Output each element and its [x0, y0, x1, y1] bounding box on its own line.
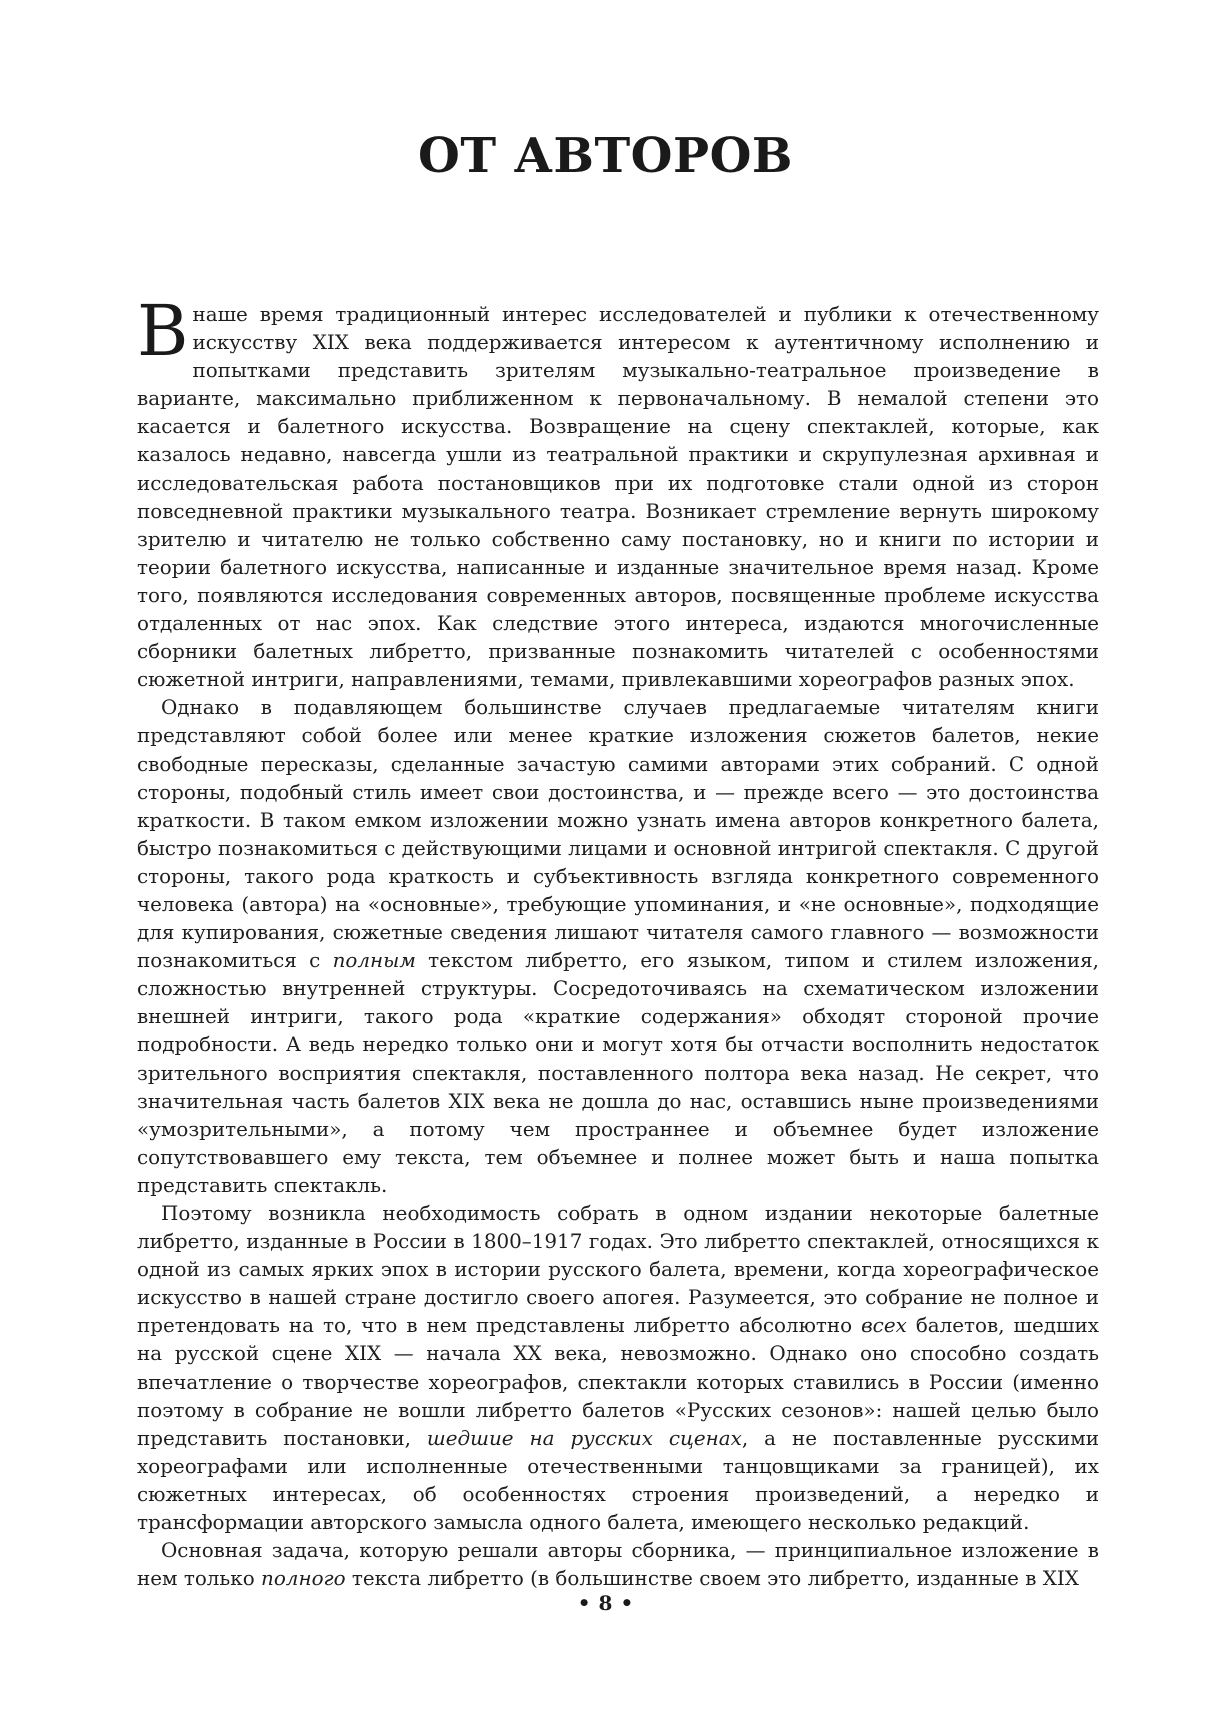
body-text — [137, 290, 1100, 1593]
drop-cap: В — [137, 290, 189, 372]
emphasis: всех — [861, 1314, 907, 1338]
paragraph-text: текста либретто (в большинстве своем это либретто, изданные в XIX — [351, 1567, 1079, 1591]
paragraph — [137, 290, 1099, 694]
paragraph-text: Однако в подавляющем большинстве случаев предлагаемые читателям книги представляют собой более или менее краткие изложения сюжетов балетов, некие свободные пересказы, сделанные зачастую самими авторами этих собраний. С одной стороны, подобный стиль имеет свои достоинства, и — прежде всего — это достоинства краткости. В таком емком изложении можно узнать имена авторов конкретного балета, быстро познакомиться с действующими лицами и основной интригой спектакля. С другой стороны, такого рода краткость и субъективность взгляда конкретного современного человека (автора) на «основные», требующие упоминания, и «не основные», подходящие для купирования, сюжетные сведения лишают читателя самого главного — возможности познакомиться с — [137, 696, 1099, 973]
paragraph — [137, 1537, 1099, 1593]
page-number — [0, 1591, 1211, 1615]
emphasis: шедшие на русских сценах — [426, 1426, 742, 1450]
paragraph — [137, 694, 1099, 1200]
paragraph-text: Основная задача, которую решали авторы сборника, — принципиальное изложение в нем только — [137, 1539, 1099, 1591]
emphasis: полным — [332, 949, 416, 973]
paragraph-text: балетов, шедших на русской сцене XIX — начала XX века, невозможно. Однако оно способно создать впечатление о творчестве хореографов, спектакли которых ставились в России (именно поэтому в собрание не вошли либретто балетов «Русских сезонов»: нашей целью было представить постановки, — [137, 1314, 1100, 1450]
paragraph — [137, 1200, 1099, 1537]
folio-number: 8 — [598, 1591, 613, 1615]
paragraph-text: текстом либретто, его языком, типом и стилем изложения, сложностью внутренней структуры. Сосредоточиваясь на схематическом изложении внешней интриги, такого рода «краткие содержания» обходят стороной прочие подробности. А ведь нередко только они и могут хотя бы отчасти восполнить недостаток зрительного восприятия спектакля, поставленного полтора века назад. Не секрет, что значительная часть балетов XIX века не дошла до нас, оставшись ныне произведениями «умозрительными», а потому чем пространнее и объемнее будет изложение сопутствовавшего ему текста, тем объемнее и полнее может быть и наша попытка представить спектакль. — [137, 949, 1099, 1197]
paragraph-text: наше время традиционный интерес исследователей и публики к отечественному искусству XIX века поддерживается интересом к аутентичному исполнению и попытками представить зрителям музыкально-театральное произведение в варианте, максимально приближенном к первоначальному. В немалой степени это касается и балетного искусства. Возвращение на сцену спектаклей, которые, как казалось недавно, навсегда ушли из театральной практики и скрупулезная архивная и исследовательская работа постановщиков при их подготовке стали одной из сторон повседневной практики музыкального театра. Возникает стремление вернуть широкому зрителю и читателю не только собственно саму постановку, но и книги по истории и теории балетного искусства, написанные и изданные значительное время назад. Кроме того, появляются исследования современных авторов, посвященные проблеме искусства отдаленных от нас эпох. Как следствие этого интереса, издаются многочисленные сборники балетных либретто, призванные познакомить читателей с особенностями сюжетной интриги, направлениями, темами, привлекавшими хореографов разных эпох. — [137, 303, 1099, 692]
folio-ornament-left: • — [577, 1591, 591, 1615]
paragraph-text: Поэтому возникла необходимость собрать в одном издании некоторые балетные либретто, изданные в России в 1800–1917 годах. Это либретто спектаклей, относящихся к одной из самых ярких эпох в истории русского балета, времени, когда хореографическое искусство в нашей стране достигло своего апогея. Разумеется, это собрание не полное и претендовать на то, что в нем представлены либретто абсолютно — [137, 1202, 1099, 1338]
chapter-title: ОТ АВТОРОВ — [418, 128, 793, 184]
folio-ornament-right: • — [620, 1591, 634, 1615]
emphasis: полного — [261, 1567, 346, 1591]
paragraph-text: , а не поставленные русскими хореографами или исполненные отечественными танцовщиками за границей), их сюжетных интересах, об особенностях строения произведений, а нередко и трансформации авторского замысла одного балета, имеющего несколько редакций. — [137, 1426, 1099, 1535]
